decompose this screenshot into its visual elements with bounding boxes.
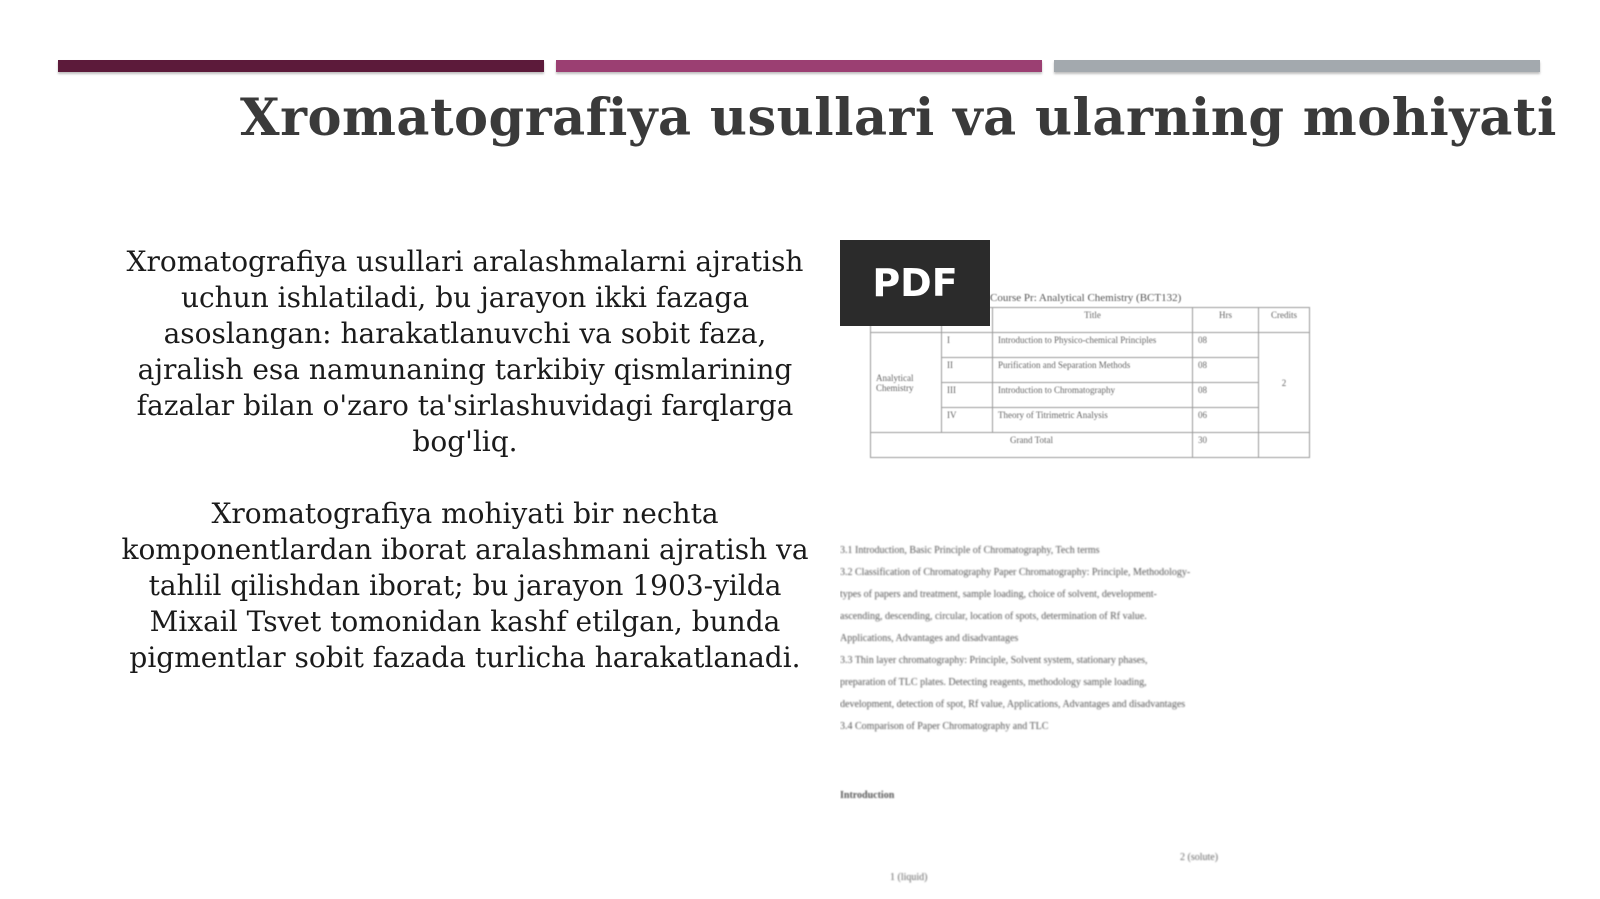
table-cell: II [942,358,993,383]
doc-table-header-cell: Hrs [1193,308,1259,333]
doc-line: 3.1 Introduction, Basic Principle of Chromatography, Tech terms [840,545,1100,556]
doc-table-header-cell: Credits [1259,308,1310,333]
doc-text-lines [840,540,1320,738]
table-cell: Introduction to Chromatography [993,383,1193,408]
doc-formula-fragment: 1 (liquid) [890,872,928,883]
table-cell [1259,433,1310,458]
table-cell: IV [942,408,993,433]
table-cell: 30 [1193,433,1259,458]
table-cell: I [942,333,993,358]
table-cell: Purification and Separation Methods [993,358,1193,383]
accent-bar-1 [58,60,544,72]
accent-bar-2 [556,60,1042,72]
pdf-document-image [840,240,1340,895]
table-cell: 2 [1259,333,1310,433]
doc-line: Applications, Advantages and disadvantages [840,633,1019,644]
doc-formula-fragment: 2 (solute) [1180,852,1219,863]
table-cell: Analytical Chemistry [871,333,942,433]
table-row-total [871,433,1310,458]
paragraph-essence: Xromatografiya mohiyati bir nechta komponentlardan iborat aralashmani ajratish va tahlil qilishdan iborat; bu jarayon 1903-yilda Mixail Tsvet tomonidan kashf etilgan, bunda pigmentlar sobit fazada turlicha harakatlanadi. [121,497,809,674]
table-cell: 08 [1193,358,1259,383]
paragraph-methods: Xromatografiya usullari aralashmalarni ajratish uchun ishlatiladi, bu jarayon ikki fazaga asoslangan: harakatlanuvchi va sobit faza, ajralish esa namunaning tarkibiy qismlarining fazalar bilan o'zaro ta'sirlashuvidagi farqlarga bog'liq. [126,245,804,458]
doc-intro-heading: Introduction [840,790,895,801]
table-cell: Theory of Titrimetric Analysis [993,408,1193,433]
table-cell: 06 [1193,408,1259,433]
doc-table [870,307,1310,458]
table-row [871,333,1310,358]
doc-line: development, detection of spot, Rf value, Applications, Advantages and disadvantages [840,699,1186,710]
pdf-badge: PDF [840,240,990,326]
body-text [110,244,820,712]
doc-line: types of papers and treatment, sample loading, choice of solvent, development- [840,589,1157,600]
table-cell: Grand Total [871,433,1193,458]
table-cell: 08 [1193,383,1259,408]
doc-line: 3.2 Classification of Chromatography Paper Chromatography: Principle, Methodology- [840,567,1191,578]
table-cell: III [942,383,993,408]
doc-line: ascending, descending, circular, location of spots, determination of Rf value. [840,611,1147,622]
table-cell: 08 [1193,333,1259,358]
doc-table-header-cell: Title [993,308,1193,333]
doc-caption: Course Pr: Analytical Chemistry (BCT132) [990,292,1182,304]
accent-bar-3 [1054,60,1540,72]
doc-line: 3.3 Thin layer chromatography: Principle, Solvent system, stationary phases, [840,655,1148,666]
doc-line: 3.4 Comparison of Paper Chromatography and TLC [840,721,1049,732]
table-cell: Introduction to Physico-chemical Principles [993,333,1193,358]
slide-title: Xromatografiya usullari va ularning mohiyati [240,88,1557,148]
doc-line: preparation of TLC plates. Detecting reagents, methodology sample loading, [840,677,1147,688]
